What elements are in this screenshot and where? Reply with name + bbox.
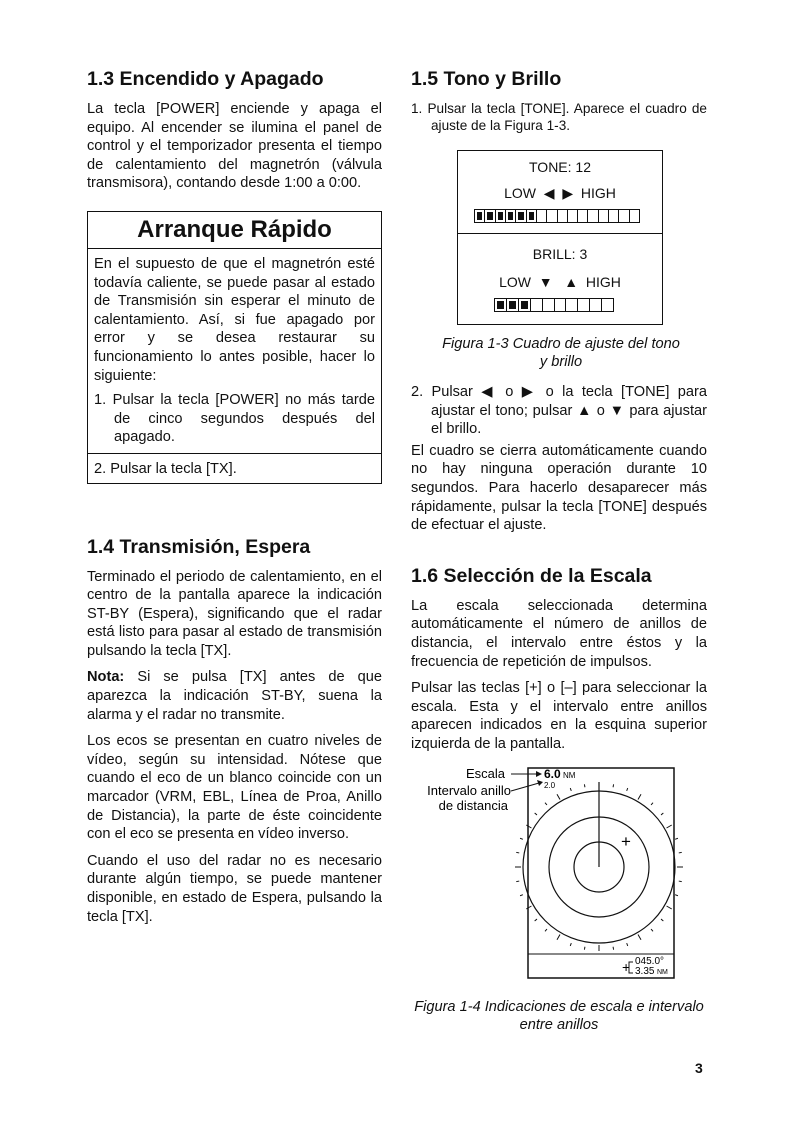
section-1-5-paragraph: El cuadro se cierra automáticamente cuando no hay ninguna operación durante 10 segundos. Para hacerlo desaparecer más rápidamente, pulsar la tecla [TONE] después de efectuar el ajuste. [411,442,707,534]
radar-figure [411,762,707,992]
section-1-5-title: 1.5 Tono y Brillo [411,68,562,90]
up-arrow-icon: ▲ [577,402,593,419]
brill-section [458,233,662,324]
section-1-4-paragraph-1: Terminado el periodo de calentamiento, en el centro de la pantalla aparece la indicación ST-BY (Espera), significando que el radar está listo para pasar al estado de transmisión pulsando la tecla [TX]. [87,568,382,659]
brill-level-segment [578,299,590,311]
tone-level-bar [474,209,640,223]
bearing-tick [570,788,571,791]
bearing-tick [613,946,614,949]
note-label: Nota: [87,669,125,686]
tone-brill-panel [457,150,663,325]
bearing-tick [651,802,653,804]
intervalo-label-line-1: Intervalo anillo [427,782,511,798]
section-1-5-step-2 [411,383,707,439]
tone-level-segment [558,210,568,222]
bearing-tick [526,825,531,828]
brill-high-label: HIGH [585,274,621,290]
cursor-symbol: + [621,831,631,851]
bearing-tick [667,825,672,828]
tone-level-segment [506,210,516,222]
tone-level-segment [516,210,526,222]
section-1-4-title: 1.4 Transmisión, Espera [87,535,311,558]
radar-display [411,762,707,992]
bearing-tick [557,794,560,799]
cursor-range-unit: NM [657,968,668,976]
intervalo-leader [511,783,539,791]
bearing-tick [627,788,628,791]
bearing-tick [535,813,537,815]
tone-level-segment [609,210,619,222]
bearing-tick [520,894,523,895]
tone-level-segment [630,210,639,222]
brill-level-segment [507,299,519,311]
tone-high-label: HIGH [580,185,616,201]
quick-start-title: Arranque Rápido [88,212,381,249]
bearing-tick [526,906,531,909]
bearing-tick [675,838,678,839]
brill-up-arrow-icon: ▲ [564,274,579,290]
tone-left-arrow-icon: ◀ [543,185,555,201]
quick-start-box [87,211,382,484]
tone-level-segment [578,210,588,222]
bearing-tick [638,794,641,799]
figure-1-4-caption: Figura 1-4 Indicaciones de escala e intervalo entre anillos [414,998,704,1033]
bearing-tick [679,881,682,882]
bearing-tick [613,784,614,787]
bearing-tick [545,802,547,804]
tone-value: 12 [575,159,591,175]
bearing-tick [675,894,678,895]
brill-level-segment [543,299,555,311]
escala-label: Escala [465,765,505,781]
section-1-6-paragraph-2: Pulsar las teclas [+] o [–] para seleccionar la escala. Esta y el intervalo entre anillos aparecen indicados en la esquina superior izquierda de la pantalla. [411,680,707,752]
section-1-3-paragraph: La tecla [POWER] enciende y apaga el equipo. Al encender se ilumina el panel de control y el temporizador presenta el tiempo de calentamiento del magnetrón (válvula transmisora), contando desde 1:00 a 0:00. [87,101,382,192]
cursor-range: 3.35 [635,965,655,977]
cursor-readout-icon: + [622,958,631,975]
brill-level-segment [566,299,578,311]
section-1-4-paragraph-3: Los ecos se presentan en cuatro niveles de vídeo, según su intensidad. Nótese que cuando el eco de un blanco coincide con un marcador (VRM, EBL, Línea de Proa, Anillo de Distancia), la parte de éste coincidente con el eco se presenta en vídeo inverso. [87,733,382,843]
figure-1-3-caption: Figura 1-3 Cuadro de ajuste del tono y brillo [442,336,680,370]
step2-text-c: para ajustar el brillo. [431,402,707,438]
right-arrow-icon: ▶ [521,384,538,400]
brill-level-segment [602,299,613,311]
bearing-tick [638,934,641,939]
note-text: Si se pulsa [TX] antes de que aparezca la indicación ST-BY, suena la alarma y el radar no transmite. [87,669,382,723]
brill-label: BRILL: [532,246,576,262]
tone-level-segment [599,210,609,222]
bearing-tick [520,838,523,839]
tone-level-segment [475,210,485,222]
range-value: 6.0 [544,766,561,781]
bearing-tick [679,852,682,853]
bearing-tick [667,906,672,909]
brill-level-segment [590,299,602,311]
bearing-tick [651,929,653,931]
bearing-tick [570,943,571,946]
quick-start-paragraph: En el supuesto de que el magnetrón esté todavía caliente, se puede pasar al estado de Transmisión sin esperar el minuto de calentamiento. Así, si fue apagado por error y se desea restaurar su funcionamiento lo antes posible, hacer lo siguiente: [94,255,375,384]
step2-or-1: o [505,384,514,400]
section-1-4-paragraph-4: Cuando el uso del radar no es necesario durante algún tiempo, se puede mantener disponible, en estado de Espera, pulsando la tecla [TX]. [87,852,382,925]
step2-text-a: 2. Pulsar [411,384,473,400]
section-1-6-paragraph-1: La escala seleccionada determina automáticamente el número de anillos de distancia, el intervalo entre éstos y la frecuencia de repetición de impulsos. [411,597,707,670]
ring-interval-value: 2.0 [544,780,556,790]
page-number: 3 [695,1060,703,1076]
tone-level-segment [496,210,506,222]
section-1-5-step-2-list [411,383,707,439]
tone-level-segment [537,210,547,222]
right-column [411,66,707,1046]
section-1-5-steps [411,100,707,134]
brill-down-arrow-icon: ▼ [538,274,553,290]
bearing-tick [627,943,628,946]
section-1-4-note [87,668,382,724]
section-1-6-title: 1.6 Selección de la Escala [411,564,652,587]
bearing-tick [516,852,519,853]
tone-section [458,151,662,233]
section-1-3-title: 1.3 Encendido y Apagado [87,68,324,90]
tone-level-segment [547,210,557,222]
brill-low-label: LOW [499,274,531,290]
bearing-tick [661,919,663,921]
tone-level-segment [568,210,578,222]
bearing-tick [545,929,547,931]
step2-or-2: o [596,402,605,419]
bearing-tick [557,934,560,939]
step2-text-b: o la tecla [TONE] para ajustar el tono; pulsar [431,384,707,419]
tone-right-arrow-icon: ▶ [562,185,574,201]
bearing-tick [584,784,585,787]
left-arrow-icon: ◀ [481,384,497,400]
escala-arrow-icon [536,771,542,777]
brill-level-segment [495,299,507,311]
bearing-tick [516,881,519,882]
brill-level-bar [494,298,614,312]
tone-level-segment [527,210,537,222]
section-1-5-step-1: 1. Pulsar la tecla [TONE]. Aparece el cuadro de ajuste de la Figura 1-3. [411,101,707,133]
quick-start-step-1: 1. Pulsar la tecla [POWER] no más tarde de cinco segundos después del apagado. [94,392,375,446]
tone-level-segment [485,210,495,222]
brill-value: 3 [579,246,588,262]
quick-start-step-2: 2. Pulsar la tecla [TX]. [88,453,381,483]
bearing-tick [584,946,585,949]
bearing-tick [535,919,537,921]
tone-level-segment [619,210,629,222]
quick-start-steps [94,391,375,447]
tone-level-segment [588,210,598,222]
tone-low-label: LOW [504,185,536,201]
down-arrow-icon: ▼ [609,402,625,419]
bearing-tick [661,813,663,815]
cursor-bearing: 045.0° [635,955,665,967]
brill-level-segment [519,299,531,311]
tone-label: TONE: [529,159,572,175]
range-unit: NM [563,770,576,780]
left-column [87,66,382,934]
brill-level-segment [555,299,567,311]
intervalo-label-line-2: de distancia [438,797,508,813]
brill-level-segment [531,299,543,311]
